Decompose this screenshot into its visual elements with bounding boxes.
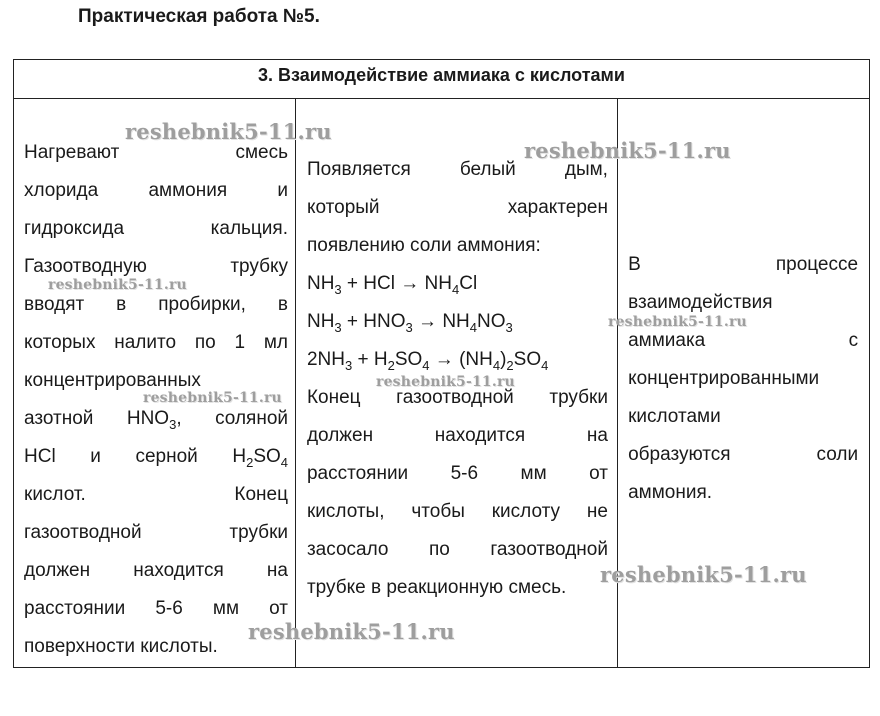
procedure-line: Газоотводную трубку	[24, 256, 288, 277]
procedure-line: расстоянии 5-6 мм от	[24, 598, 288, 619]
observation-line: Конец газоотводной трубки	[306, 387, 608, 408]
conclusion-line: аммиака с	[628, 330, 859, 351]
equation-line: $NH_3$ + HCl → $NH_4Cl$	[306, 273, 478, 297]
equation-line: $NH_3 + HNO_3 \to NH_4NO_3$	[306, 311, 513, 335]
watermark: reshebnik5-11.ru	[125, 119, 332, 144]
conclusion-text	[628, 246, 858, 512]
procedure-line: которых налито по 1 мл	[24, 332, 288, 353]
procedure-line: Нагревают смесь	[24, 142, 288, 163]
conclusion-line: В процессе	[628, 254, 859, 275]
watermark: reshebnik5-11.ru	[143, 390, 282, 406]
procedure-line: азотной $HNO_3$, соляной	[24, 408, 288, 432]
observation-line: кислоты, чтобы кислоту не	[306, 501, 608, 522]
equation-line: $2NH_3 + H_2SO_4 \to (NH_4)_2SO_4$	[306, 349, 549, 373]
procedure-line: поверхности кислоты.	[24, 636, 218, 657]
watermark: reshebnik5-11.ru	[524, 138, 731, 163]
observation-line: трубке в реакционную смесь.	[306, 577, 567, 598]
procedure-line: должен находится на	[24, 560, 288, 581]
procedure-line: хлорида аммония и	[24, 180, 288, 201]
procedure-line: HCl и серной $H_2SO_4$	[24, 446, 288, 470]
procedure-line: вводят в пробирки, в	[24, 294, 288, 315]
observation-line: появлению соли аммония:	[306, 235, 541, 256]
procedure-line: газоотводной трубки	[24, 522, 288, 543]
table-header: 3. Взаимодействие аммиака с кислотами	[14, 60, 870, 99]
watermark: reshebnik5-11.ru	[376, 374, 515, 390]
watermark: reshebnik5-11.ru	[608, 314, 747, 330]
conclusion-line: кислотами	[628, 406, 721, 427]
observation-line: Появляется белый дым,	[306, 159, 608, 180]
watermark: reshebnik5-11.ru	[600, 562, 807, 587]
procedure-line: кислот. Конец	[24, 484, 288, 505]
procedure-line: концентрированных	[24, 370, 201, 391]
procedure-cell	[14, 99, 296, 668]
observation-line: который характерен	[306, 197, 608, 218]
observation-line: засосало по газоотводной	[306, 539, 608, 560]
observation-line: должен находится на	[306, 425, 608, 446]
conclusion-line: концентрированными	[628, 368, 820, 389]
watermark: reshebnik5-11.ru	[48, 277, 187, 293]
conclusion-line: взаимодействия	[628, 292, 773, 313]
procedure-line: гидроксида кальция.	[24, 218, 288, 239]
conclusion-line: образуются соли	[628, 444, 859, 465]
watermark: reshebnik5-11.ru	[248, 619, 455, 644]
observation-line: расстоянии 5-6 мм от	[306, 463, 608, 484]
conclusion-line: аммония.	[628, 482, 713, 503]
page-title: Практическая работа №5.	[78, 6, 320, 27]
